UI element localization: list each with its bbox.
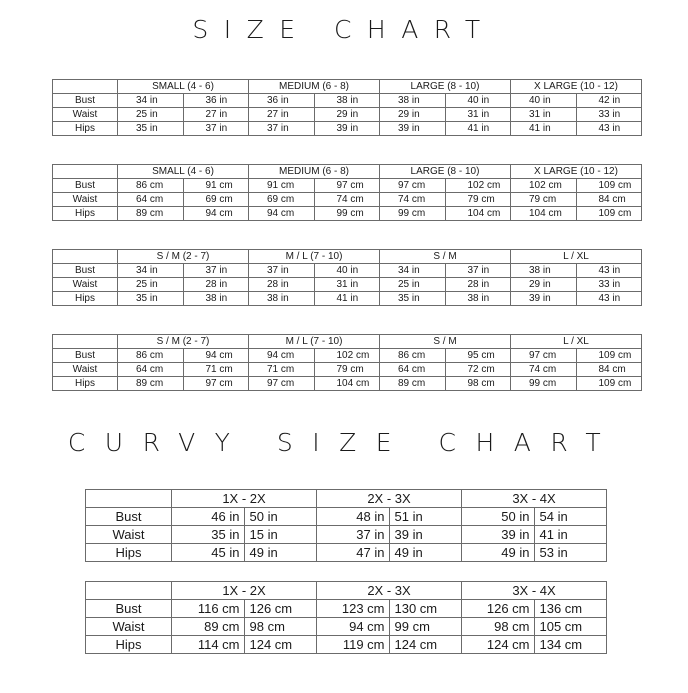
- table-cell: 94 cm: [249, 349, 315, 363]
- table-cell: 28 in: [249, 278, 315, 292]
- table-cell: 25 in: [118, 108, 184, 122]
- table-cell: 28 in: [183, 278, 249, 292]
- table-row: [53, 179, 642, 193]
- table-row: [86, 508, 607, 526]
- row-label: Hips: [86, 544, 172, 562]
- table-cell: 104 cm: [314, 377, 380, 391]
- table-cell: 43 in: [576, 122, 642, 136]
- table-cell: 69 cm: [183, 193, 249, 207]
- curvy-size-table-inches: [85, 489, 607, 562]
- table-cell: 84 cm: [576, 193, 642, 207]
- table-cell: 95 cm: [445, 349, 511, 363]
- table-cell: 41 in: [314, 292, 380, 306]
- table-cell: 53 in: [534, 544, 607, 562]
- size-header: LARGE (8 - 10): [380, 165, 511, 179]
- table-cell: 34 in: [118, 264, 184, 278]
- row-label: Waist: [53, 108, 118, 122]
- table-cell: 40 in: [314, 264, 380, 278]
- size-header: 3X - 4X: [462, 582, 607, 600]
- table-cell: 86 cm: [118, 179, 184, 193]
- corner-cell: [53, 335, 118, 349]
- table-cell: 116 cm: [172, 600, 245, 618]
- table-row: [53, 363, 642, 377]
- row-label: Hips: [53, 292, 118, 306]
- curvy-size-table-cm: [85, 581, 607, 654]
- table-cell: 38 in: [511, 264, 577, 278]
- table-cell: 38 in: [380, 94, 446, 108]
- table-cell: 126 cm: [244, 600, 317, 618]
- size-header: M / L (7 - 10): [249, 335, 380, 349]
- corner-cell: [86, 582, 172, 600]
- table-cell: 94 cm: [249, 207, 315, 221]
- table-cell: 102 cm: [445, 179, 511, 193]
- table-cell: 39 in: [511, 292, 577, 306]
- table-cell: 94 cm: [183, 207, 249, 221]
- table-cell: 41 in: [511, 122, 577, 136]
- table-cell: 89 cm: [172, 618, 245, 636]
- table-cell: 47 in: [317, 544, 390, 562]
- row-label: Bust: [86, 600, 172, 618]
- table-cell: 49 in: [462, 544, 535, 562]
- table-header-row: [53, 165, 642, 179]
- table-cell: 74 cm: [380, 193, 446, 207]
- table-cell: 38 in: [314, 94, 380, 108]
- size-table-inches: [52, 79, 642, 136]
- table-cell: 37 in: [445, 264, 511, 278]
- table-cell: 94 cm: [317, 618, 390, 636]
- table-cell: 130 cm: [389, 600, 462, 618]
- table-row: [53, 207, 642, 221]
- table-cell: 109 cm: [576, 377, 642, 391]
- size-header: MEDIUM (6 - 8): [249, 80, 380, 94]
- table-row: [86, 600, 607, 618]
- table-cell: 35 in: [118, 292, 184, 306]
- table-cell: 33 in: [576, 108, 642, 122]
- table-cell: 79 cm: [445, 193, 511, 207]
- table-cell: 91 cm: [249, 179, 315, 193]
- table-row: [53, 193, 642, 207]
- table-cell: 86 cm: [118, 349, 184, 363]
- row-label: Hips: [53, 377, 118, 391]
- table-cell: 40 in: [445, 94, 511, 108]
- table-cell: 102 cm: [314, 349, 380, 363]
- table-cell: 134 cm: [534, 636, 607, 654]
- table-cell: 97 cm: [380, 179, 446, 193]
- size-table-cm: [52, 164, 642, 221]
- table-cell: 31 in: [445, 108, 511, 122]
- size-header: 1X - 2X: [172, 582, 317, 600]
- table-cell: 39 in: [314, 122, 380, 136]
- table-cell: 124 cm: [389, 636, 462, 654]
- table-cell: 69 cm: [249, 193, 315, 207]
- table-cell: 104 cm: [445, 207, 511, 221]
- table-cell: 25 in: [118, 278, 184, 292]
- table-cell: 36 in: [183, 94, 249, 108]
- table-cell: 33 in: [576, 278, 642, 292]
- table-cell: 91 cm: [183, 179, 249, 193]
- table-cell: 64 cm: [118, 193, 184, 207]
- table-cell: 79 cm: [314, 363, 380, 377]
- table-cell: 74 cm: [511, 363, 577, 377]
- table-header-row: [53, 80, 642, 94]
- row-label: Bust: [53, 94, 118, 108]
- table-cell: 84 cm: [576, 363, 642, 377]
- table-cell: 29 in: [511, 278, 577, 292]
- table-cell: 123 cm: [317, 600, 390, 618]
- table-cell: 54 in: [534, 508, 607, 526]
- table-row: [53, 264, 642, 278]
- size-header: 1X - 2X: [172, 490, 317, 508]
- table-cell: 25 in: [380, 278, 446, 292]
- table-cell: 99 cm: [314, 207, 380, 221]
- size-header: S / M: [380, 335, 511, 349]
- table-cell: 105 cm: [534, 618, 607, 636]
- table-cell: 109 cm: [576, 207, 642, 221]
- table-cell: 38 in: [249, 292, 315, 306]
- table-cell: 109 cm: [576, 349, 642, 363]
- table-header-row: [86, 490, 607, 508]
- row-label: Bust: [86, 508, 172, 526]
- size-header: SMALL (4 - 6): [118, 165, 249, 179]
- table-cell: 39 in: [380, 122, 446, 136]
- table-cell: 27 in: [183, 108, 249, 122]
- table-cell: 41 in: [534, 526, 607, 544]
- table-cell: 104 cm: [511, 207, 577, 221]
- table-cell: 39 in: [462, 526, 535, 544]
- size-header: M / L (7 - 10): [249, 250, 380, 264]
- table-cell: 89 cm: [118, 207, 184, 221]
- table-cell: 97 cm: [249, 377, 315, 391]
- table-cell: 45 in: [172, 544, 245, 562]
- table-row: [53, 377, 642, 391]
- table-cell: 98 cm: [462, 618, 535, 636]
- table-cell: 35 in: [380, 292, 446, 306]
- size-header: X LARGE (10 - 12): [511, 80, 642, 94]
- table-cell: 99 cm: [511, 377, 577, 391]
- table-cell: 74 cm: [314, 193, 380, 207]
- table-cell: 89 cm: [118, 377, 184, 391]
- table-cell: 126 cm: [462, 600, 535, 618]
- table-cell: 99 cm: [389, 618, 462, 636]
- table-cell: 28 in: [445, 278, 511, 292]
- table-cell: 15 in: [244, 526, 317, 544]
- table-cell: 29 in: [380, 108, 446, 122]
- table-cell: 119 cm: [317, 636, 390, 654]
- table-cell: 86 cm: [380, 349, 446, 363]
- table-cell: 41 in: [445, 122, 511, 136]
- size-header: L / XL: [511, 250, 642, 264]
- table-cell: 31 in: [511, 108, 577, 122]
- table-cell: 49 in: [389, 544, 462, 562]
- table-row: [86, 636, 607, 654]
- table-row: [53, 94, 642, 108]
- table-cell: 36 in: [249, 94, 315, 108]
- table-cell: 35 in: [118, 122, 184, 136]
- table-cell: 97 cm: [183, 377, 249, 391]
- table-cell: 89 cm: [380, 377, 446, 391]
- table-row: [86, 618, 607, 636]
- row-label: Waist: [53, 363, 118, 377]
- table-cell: 37 in: [249, 264, 315, 278]
- table-header-row: [53, 250, 642, 264]
- row-label: Hips: [53, 122, 118, 136]
- size-header: 2X - 3X: [317, 582, 462, 600]
- table-cell: 50 in: [462, 508, 535, 526]
- table-cell: 48 in: [317, 508, 390, 526]
- table-cell: 71 cm: [249, 363, 315, 377]
- row-label: Waist: [53, 193, 118, 207]
- table-cell: 38 in: [445, 292, 511, 306]
- table-cell: 51 in: [389, 508, 462, 526]
- curvy-size-chart-title: CURVY SIZE CHART: [67, 428, 621, 457]
- table-cell: 124 cm: [244, 636, 317, 654]
- size-chart-title: SIZE CHART: [192, 15, 496, 44]
- table-cell: 64 cm: [118, 363, 184, 377]
- table-cell: 40 in: [511, 94, 577, 108]
- table-cell: 31 in: [314, 278, 380, 292]
- table-cell: 37 in: [317, 526, 390, 544]
- table-header-row: [86, 582, 607, 600]
- table-cell: 42 in: [576, 94, 642, 108]
- table-cell: 109 cm: [576, 179, 642, 193]
- row-label: Waist: [86, 526, 172, 544]
- row-label: Bust: [53, 179, 118, 193]
- row-label: Hips: [53, 207, 118, 221]
- table-cell: 38 in: [183, 292, 249, 306]
- table-cell: 79 cm: [511, 193, 577, 207]
- table-cell: 124 cm: [462, 636, 535, 654]
- table-cell: 94 cm: [183, 349, 249, 363]
- row-label: Waist: [53, 278, 118, 292]
- table-cell: 97 cm: [314, 179, 380, 193]
- size-header: LARGE (8 - 10): [380, 80, 511, 94]
- table-row: [53, 122, 642, 136]
- table-row: [53, 292, 642, 306]
- table-row: [53, 278, 642, 292]
- size-table-sm-inches: [52, 249, 642, 306]
- table-cell: 37 in: [183, 264, 249, 278]
- table-cell: 102 cm: [511, 179, 577, 193]
- size-header: L / XL: [511, 335, 642, 349]
- table-cell: 64 cm: [380, 363, 446, 377]
- table-cell: 27 in: [249, 108, 315, 122]
- table-row: [53, 349, 642, 363]
- table-cell: 99 cm: [380, 207, 446, 221]
- size-table-sm-cm: [52, 334, 642, 391]
- table-cell: 46 in: [172, 508, 245, 526]
- table-cell: 72 cm: [445, 363, 511, 377]
- table-cell: 34 in: [380, 264, 446, 278]
- corner-cell: [53, 250, 118, 264]
- row-label: Bust: [53, 264, 118, 278]
- table-cell: 39 in: [389, 526, 462, 544]
- size-header: S / M: [380, 250, 511, 264]
- table-cell: 49 in: [244, 544, 317, 562]
- table-cell: 34 in: [118, 94, 184, 108]
- corner-cell: [53, 165, 118, 179]
- size-header: S / M (2 - 7): [118, 250, 249, 264]
- table-cell: 98 cm: [445, 377, 511, 391]
- table-cell: 98 cm: [244, 618, 317, 636]
- table-cell: 29 in: [314, 108, 380, 122]
- table-row: [86, 544, 607, 562]
- table-cell: 50 in: [244, 508, 317, 526]
- table-cell: 43 in: [576, 292, 642, 306]
- table-header-row: [53, 335, 642, 349]
- table-cell: 43 in: [576, 264, 642, 278]
- table-row: [53, 108, 642, 122]
- row-label: Hips: [86, 636, 172, 654]
- corner-cell: [86, 490, 172, 508]
- table-cell: 71 cm: [183, 363, 249, 377]
- size-header: X LARGE (10 - 12): [511, 165, 642, 179]
- table-cell: 37 in: [183, 122, 249, 136]
- corner-cell: [53, 80, 118, 94]
- row-label: Waist: [86, 618, 172, 636]
- row-label: Bust: [53, 349, 118, 363]
- table-cell: 97 cm: [511, 349, 577, 363]
- size-header: SMALL (4 - 6): [118, 80, 249, 94]
- table-row: [86, 526, 607, 544]
- size-header: 2X - 3X: [317, 490, 462, 508]
- table-cell: 114 cm: [172, 636, 245, 654]
- size-header: 3X - 4X: [462, 490, 607, 508]
- table-cell: 136 cm: [534, 600, 607, 618]
- size-header: MEDIUM (6 - 8): [249, 165, 380, 179]
- size-header: S / M (2 - 7): [118, 335, 249, 349]
- table-cell: 37 in: [249, 122, 315, 136]
- table-cell: 35 in: [172, 526, 245, 544]
